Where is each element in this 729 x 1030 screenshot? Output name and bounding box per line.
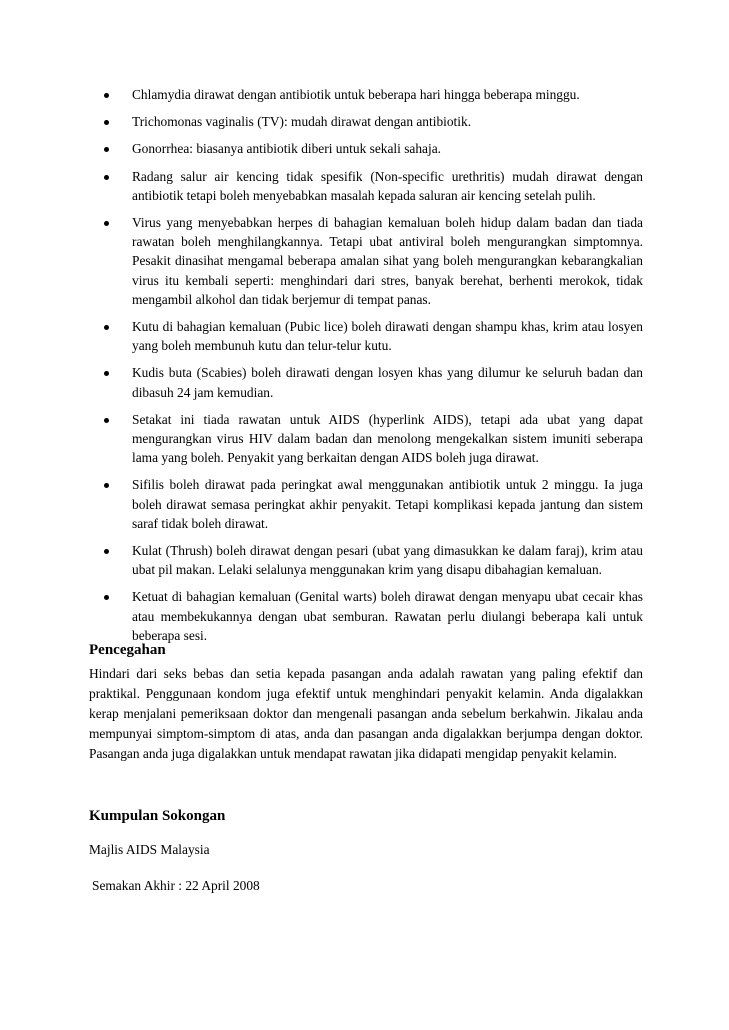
list-item <box>98 541 643 579</box>
list-item <box>98 587 643 645</box>
organization-name: Majlis AIDS Malaysia <box>89 842 210 857</box>
bullet-icon <box>104 418 109 423</box>
list-item-text: Chlamydia dirawat dengan antibiotik untuk beberapa hari hingga beberapa minggu. <box>132 87 580 102</box>
bullet-icon <box>104 549 109 554</box>
list-item-text: Gonorrhea: biasanya antibiotik diberi untuk sekali sahaja. <box>132 141 442 157</box>
last-review-date: Semakan Akhir : 22 April 2008 <box>92 878 260 893</box>
list-item <box>98 410 643 468</box>
list-item <box>98 213 643 309</box>
list-item <box>98 139 643 158</box>
bullet-icon <box>104 93 109 98</box>
list-item-text: Kudis buta (Scabies) boleh dirawati dengan losyen khas yang dilumur ke seluruh badan dan dibasuh 24 jam kemudian. <box>132 365 643 400</box>
list-item-text: Kulat (Thrush) boleh dirawat dengan pesari (ubat yang dimasukkan ke dalam faraj), krim atau ubat pil makan. Lelaki selalunya menggunakan krim yang disapu dibahagian kemaluan. <box>132 543 643 578</box>
bullet-icon <box>104 371 109 376</box>
prevention-text: Hindari dari seks bebas dan setia kepada pasangan anda adalah rawatan yang paling efektif dan praktikal. Penggunaan kondom juga efektif untuk menghindari penyakit kelamin. Anda digalakkan kerap menjalani pemeriksaan doktor dan mengenali pasangan anda sebelum berkahwin. Jikalau anda mempunyai simptom-simptom di atas, anda dan pasangan anda digalakkan berjumpa dengan doktor. Pasangan anda juga digalakkan untuk mendapat rawatan jika didapati mengidap penyakit kelamin. <box>89 666 643 761</box>
list-item <box>98 475 643 533</box>
list-item <box>98 112 643 131</box>
list-item-text: Sifilis boleh dirawat pada peringkat awal menggunakan antibiotik untuk 2 minggu. Ia juga boleh dirawat semasa peringkat akhir penyakit. Tetapi komplikasi kepada jantung dan sistem saraf tidak boleh dirawat. <box>132 477 643 531</box>
list-item-text: Ketuat di bahagian kemaluan (Genital warts) boleh dirawat dengan menyapu ubat cecair khas atau membekukannya dengan ubat semburan. Rawatan perlu diulangi beberapa kali untuk beberapa sesi. <box>132 589 643 643</box>
bullet-icon <box>104 120 109 125</box>
support-heading: Kumpulan Sokongan <box>89 808 226 824</box>
list-item-text: Radang salur air kencing tidak spesifik (Non-specific urethritis) mudah dirawat dengan antibiotik tetapi boleh menyebabkan masalah kepada saluran air kencing setelah pulih. <box>132 168 643 203</box>
list-item-text: Setakat ini tiada rawatan untuk AIDS (hyperlink AIDS), tetapi ada ubat yang dapat mengurangkan virus HIV dalam badan dan menolong mengekalkan sistem imuniti seberapa lama yang boleh. Penyakit yang berkaitan dengan AIDS boleh juga dirawat. <box>132 411 643 466</box>
list-item-text: Trichomonas vaginalis (TV): mudah dirawat dengan antibiotik. <box>132 114 472 130</box>
list-item <box>98 85 643 104</box>
prevention-section <box>89 640 643 764</box>
list-item <box>98 363 643 401</box>
bullet-icon <box>104 147 109 152</box>
bullet-icon <box>104 325 109 330</box>
list-item <box>98 167 643 205</box>
bullet-icon <box>104 595 109 600</box>
list-item-text: Virus yang menyebabkan herpes di bahagian kemaluan boleh hidup dalam badan dan tiada rawatan boleh menghilangkannya. Tetapi ubat antiviral boleh mengurangkan simptomnya. Pesakit dinasihat mengamal beberapa amalan sihat yang boleh mengurangkan kebarangkalian virus itu kembali seperti: menghindari dari stres, banyak berehat, berhenti merokok, tidak mengambil alkohol dan tidak berjemur di tempat panas. <box>132 215 643 307</box>
treatment-list <box>98 85 643 653</box>
bullet-icon <box>104 175 109 180</box>
bullet-icon <box>104 221 109 226</box>
bullet-icon <box>104 483 109 488</box>
list-item-text: Kutu di bahagian kemaluan (Pubic lice) boleh dirawati dengan shampu khas, krim atau losyen yang boleh membunuh kutu dan telur-telur kutu. <box>132 319 643 354</box>
support-section <box>89 806 643 896</box>
list-item <box>98 317 643 355</box>
prevention-heading: Pencegahan <box>89 642 166 658</box>
